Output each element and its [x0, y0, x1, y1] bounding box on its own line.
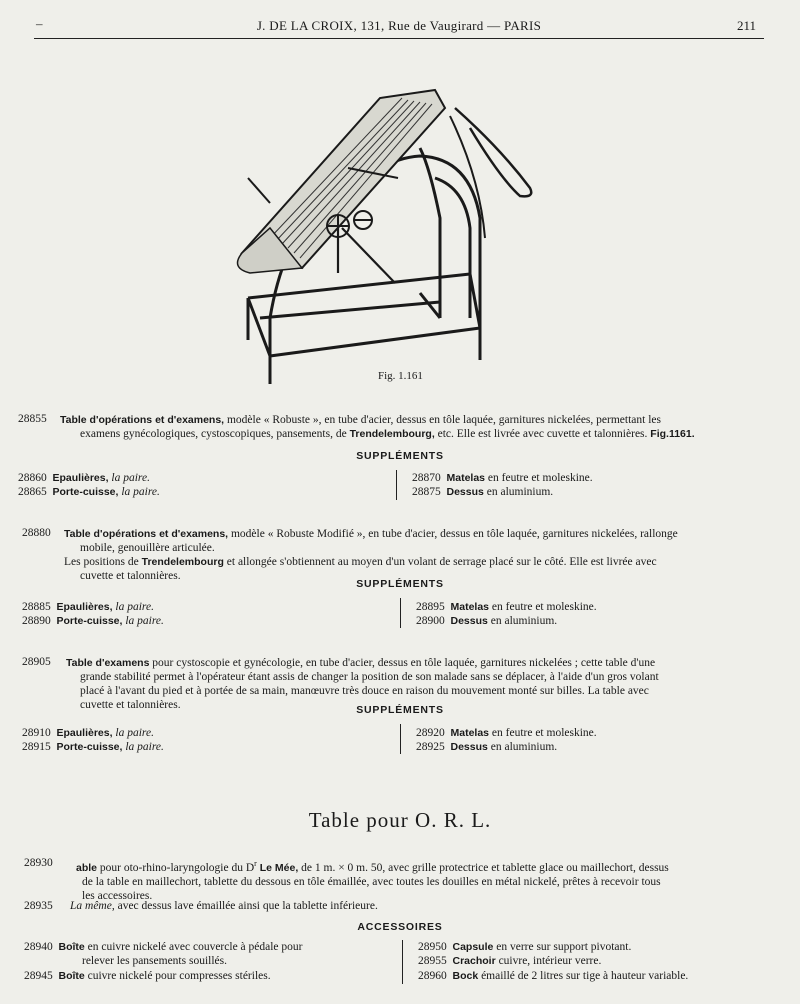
- catalog-entry: La même, avec dessus lave émaillée ainsi que la tablette inférieure.: [70, 900, 378, 912]
- supplement-item: 28925 Dessus en aluminium.: [416, 741, 558, 753]
- page-number: 211: [736, 18, 756, 33]
- item-description: cuvette et talonnières.: [80, 570, 181, 582]
- item-description: les accessoires.: [82, 889, 153, 902]
- accessory-item: 28960 Bock émaillé de 2 litres sur tige à hauteur variable.: [418, 970, 689, 982]
- item-code: 28935: [24, 900, 53, 912]
- accessory-item: 28950 Capsule en verre sur support pivotant.: [418, 941, 632, 953]
- item-keyword: Trendelembourg: [141, 556, 224, 568]
- operating-table-illustration: [230, 78, 560, 398]
- accessory-item: 28940 Boîte en cuivre nickelé avec couvercle à pédale pour: [24, 941, 303, 953]
- supplement-item: 28875 Dessus en aluminium.: [412, 486, 554, 498]
- item-description: grande stabilité permet à l'opérateur étant assis de changer la position de son malade sans se déplacer, à l'aide d'un gros volant: [80, 671, 659, 683]
- item-keyword: Trendelembourg,: [349, 428, 435, 440]
- item-description: cuvette et talonnières.: [80, 699, 181, 711]
- header-dash: –: [36, 16, 43, 31]
- supplements-heading: SUPPLÉMENTS: [356, 450, 444, 462]
- item-description: etc. Elle est livrée avec cuvette et talonnières.: [434, 428, 651, 440]
- catalog-entry: [60, 413, 780, 441]
- column-divider: [400, 724, 401, 754]
- supplement-item: 28915 Porte-cuisse, la paire.: [22, 741, 164, 753]
- item-description: modèle « Robuste Modifié », en tube d'acier, dessus en tôle laquée, garnitures nickelées, rallonge: [228, 528, 678, 540]
- accessory-item: 28955 Crachoir cuivre, intérieur verre.: [418, 955, 602, 967]
- supplement-item: 28860 Epaulières, la paire.: [18, 472, 150, 484]
- supplements-heading: SUPPLÉMENTS: [356, 578, 444, 590]
- supplement-item: 28890 Porte-cuisse, la paire.: [22, 615, 164, 627]
- supplement-item: 28895 Matelas en feutre et moleskine.: [416, 601, 597, 613]
- accessories-heading: ACCESSOIRES: [357, 921, 443, 933]
- item-name: Table d'opérations et d'examens,: [64, 528, 229, 540]
- supplement-item: 28910 Epaulières, la paire.: [22, 727, 154, 739]
- accessory-item-continued: relever les pansements souillés.: [82, 955, 227, 967]
- item-description: modèle « Robuste », en tube d'acier, dessus en tôle laquée, garnitures nickelées, permettant les: [224, 414, 661, 426]
- column-divider: [396, 470, 397, 500]
- item-code: 28880: [22, 527, 51, 539]
- item-description: examens gynécologiques, cystoscopiques, pansements, de: [80, 428, 350, 440]
- item-code: 28855: [18, 413, 47, 425]
- supplement-item: 28885 Epaulières, la paire.: [22, 601, 154, 613]
- section-title: Table pour O. R. L.: [308, 808, 492, 832]
- item-name: Table d'examens: [66, 657, 150, 669]
- item-description: mobile, genouillère articulée.: [80, 542, 215, 554]
- item-description: placé à l'avant du pied et à portée de sa main, manœuvre très douce en raison du mouvement monté sur billes. La table avec: [80, 685, 649, 697]
- supplements-heading: SUPPLÉMENTS: [356, 704, 444, 716]
- catalog-entry: Table d'opérations et d'examens, modèle « Robuste Modifié », en tube d'acier, dessus en tôle laquée, garnitures nickelées, rallonge mobile, genouillère articulée. Les positions de Trendelembourg et allongée s'obtiennent au moyen d'un volant de serrage placé sur le côté. Elle est livrée avec cuvette et talonnières.: [64, 527, 780, 583]
- column-divider: [400, 598, 401, 628]
- item-name: able: [76, 861, 98, 874]
- supplement-item: 28920 Matelas en feutre et moleskine.: [416, 727, 597, 739]
- item-code: 28905: [22, 656, 51, 668]
- accessory-item: 28945 Boîte cuivre nickelé pour compresses stériles.: [24, 970, 271, 982]
- supplement-item: 28870 Matelas en feutre et moleskine.: [412, 472, 593, 484]
- supplement-item: 28865 Porte-cuisse, la paire.: [18, 486, 160, 498]
- figure-reference: Fig.1161.: [650, 428, 695, 440]
- item-description: pour cystoscopie et gynécologie, en tube d'acier, dessus en tôle laquée, garnitures nickelées ; cette table d'une: [149, 657, 656, 669]
- page-header: [34, 14, 764, 39]
- supplement-item: 28900 Dessus en aluminium.: [416, 615, 558, 627]
- item-description: de la table en maillechort, tablette du dessous en tôle émaillée, avec toutes les douilles en métal nickelé, prêtes à recevoir tous: [82, 875, 661, 888]
- item-code: 28930: [24, 857, 53, 869]
- header-title: J. DE LA CROIX, 131, Rue de Vaugirard — PARIS: [256, 18, 542, 33]
- figure-caption: Fig. 1.161: [378, 370, 423, 382]
- column-divider: [402, 940, 403, 984]
- item-name: Table d'opérations et d'examens,: [60, 414, 225, 426]
- catalog-entry: able pour oto-rhino-laryngologie du $D^r$ Le Mée, de 1 m. × 0 m. 50, avec grille protectrice et tablette glace ou maillechort, dessus de la table en maillechort, tablette du dessous en tôle émaillée, avec toutes les douilles en métal nickelé, prêtes à recevoir tous les accessoires.: [76, 857, 780, 903]
